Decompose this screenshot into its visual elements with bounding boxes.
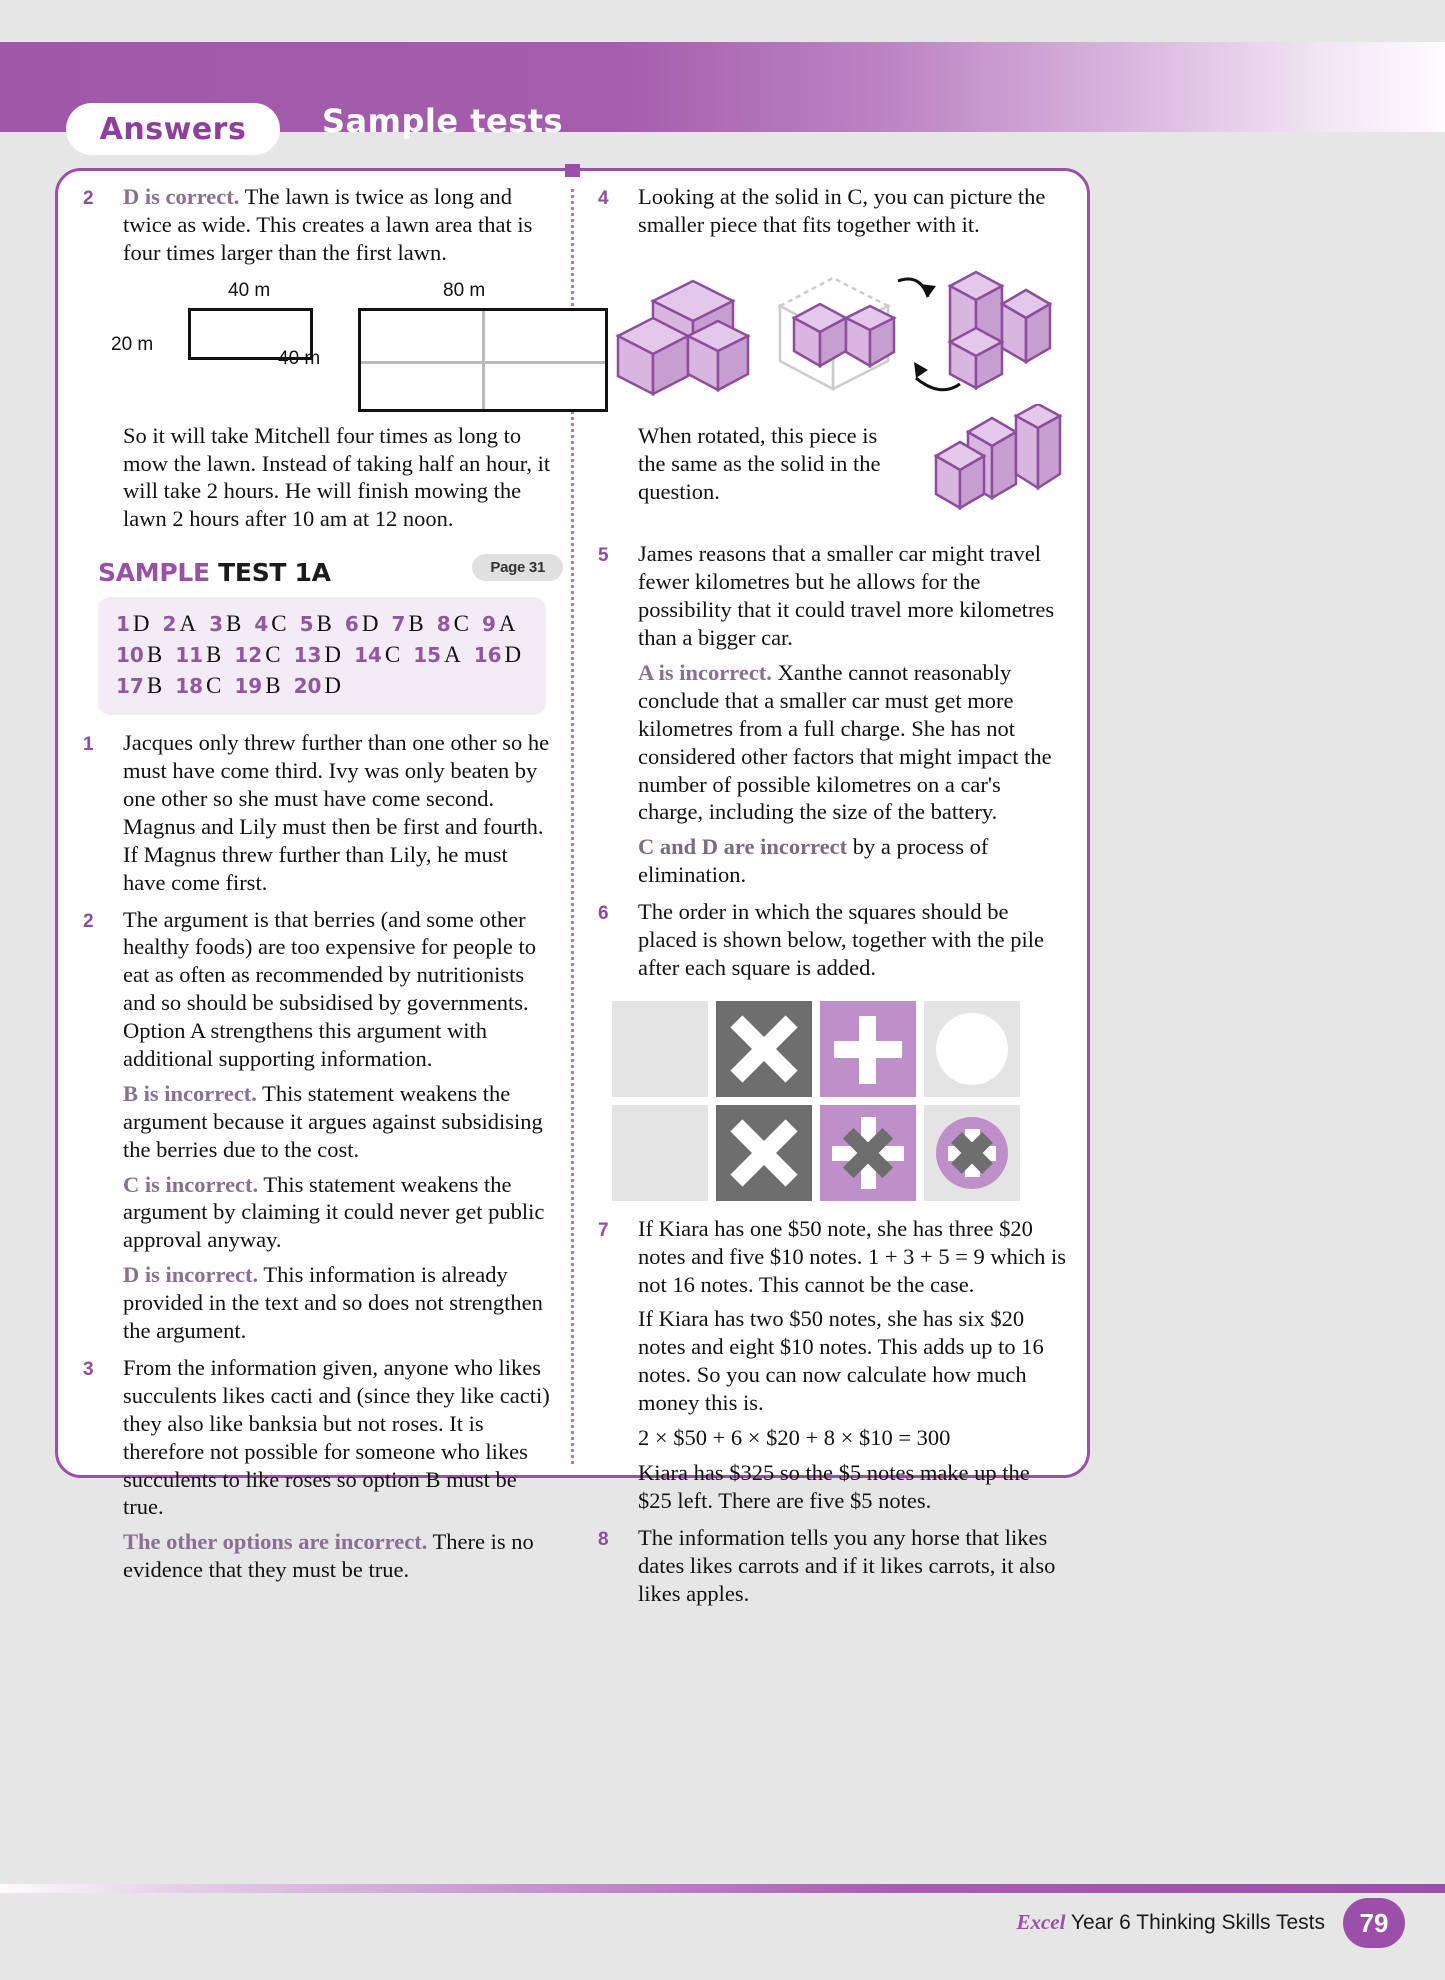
lawn-grid-vertical: [482, 311, 485, 409]
solid-piece-b: [780, 278, 936, 389]
answer-item-8: [598, 1524, 1068, 1615]
answer-key-answer-letter: D: [361, 611, 379, 637]
tile-row-top: [612, 1001, 1068, 1097]
answer-item-2: [83, 906, 553, 1352]
lawn-large-side-label: 40 m: [278, 347, 321, 369]
item-text: If Kiara has one $50 note, she has three $20 notes and five $10 notes. 1 + 3 + 5 = 9 which is not 16 notes. This cannot be the case.: [638, 1215, 1067, 1297]
circle-icon: [936, 1013, 1008, 1085]
sample-test-name: TEST 1A: [209, 558, 331, 588]
solid-shapes-figure: [598, 256, 1068, 416]
answer-key-answer-letter: A: [498, 611, 516, 637]
answer-key-answer-letter: B: [408, 611, 424, 637]
item-body-text: From the information given, anyone who likes succulents likes cacti and (since they like cacti) they also like banksia but not roses. It is therefore not possible for someone who likes succulents to like roses so option B must be true.: [123, 1354, 550, 1520]
item-number: 2: [83, 910, 94, 932]
answer-key-answer-letter: B: [146, 673, 163, 699]
answer-item-7: [598, 1215, 1068, 1522]
item-lead: B is incorrect.: [123, 1080, 257, 1106]
item-text: [638, 833, 1068, 889]
item-text: [123, 1528, 553, 1584]
tile-plus-purple: [820, 1001, 916, 1097]
answer-key-question-number: 14: [354, 643, 382, 668]
page-number-badge: 79: [1343, 1898, 1405, 1948]
tile-pile-3: [820, 1105, 916, 1201]
item-number: 5: [598, 545, 609, 567]
item-text: [123, 1171, 553, 1255]
item-number: 2: [83, 188, 94, 209]
solid-piece-a: [618, 281, 748, 394]
tile-pile-4: [924, 1105, 1020, 1201]
left-answer-items: [83, 729, 553, 1591]
tile-cross-dark: [716, 1001, 812, 1097]
item-body-text: This statement weakens the argument by claiming it could never get public approval anyway.: [123, 1171, 545, 1253]
item-body-text: Xanthe cannot reasonably conclude that a smaller car must get more kilometres from a full charge. She has not considered other factors that might impact the number of possible kilometres on a car's charge, including the size of the battery.: [638, 660, 1052, 825]
answer-key-question-number: 4: [254, 612, 269, 637]
item-text: [123, 1354, 553, 1521]
answer-item-5: [598, 540, 1068, 896]
content-card: [55, 168, 1090, 1606]
item-text: The order in which the squares should be placed is shown below, together with the pile after each square is added.: [638, 899, 1044, 980]
answer-key-answer-letter: A: [444, 642, 461, 668]
answer-key-answer-letter: C: [265, 642, 281, 668]
lawn-large-rect: [358, 308, 608, 412]
answer-key-question-number: 11: [175, 643, 204, 668]
answer-key-question-number: 13: [293, 643, 322, 668]
answer-key-answer-letter: B: [146, 642, 163, 668]
answer-key-question-number: 9: [481, 612, 496, 637]
item-body-text: This information is already provided in the text and so does not strengthen the argument.: [123, 1262, 543, 1344]
item-number-spacer: [83, 422, 123, 541]
item-text: [123, 183, 553, 267]
item-text: So it will take Mitchell four times as long to mow the lawn. Instead of taking half an hour, it will take 2 hours. He will finish mowing the lawn 2 hours after 10 am at 12 noon.: [123, 422, 551, 532]
item-body-text: The lawn is twice as long and twice as wide. This creates a lawn area that is four times larger than the first lawn.: [123, 184, 533, 265]
item-body-text: by a process of elimination.: [638, 834, 989, 888]
page-header-band: [0, 42, 1445, 147]
cross-icon: [716, 1105, 812, 1201]
lawn-small-top-label: 40 m: [228, 279, 271, 301]
sample-test-prefix: SAMPLE: [98, 558, 210, 588]
lawn-large-top-label: 80 m: [443, 279, 486, 301]
answer-item-3: [83, 1354, 553, 1591]
item-body-text: This statement weakens the argument because it argues against subsidising the berries due to the cost.: [123, 1080, 543, 1162]
left-column: [83, 183, 553, 1593]
item-lead: D is incorrect.: [123, 1262, 259, 1288]
item-text: James reasons that a smaller car might travel fewer kilometres but he allows for the possibility that it could travel more kilometres than a bigger car.: [638, 541, 1055, 651]
answer-key-question-number: 16: [473, 643, 502, 668]
item-number: 1: [83, 734, 94, 756]
footer-book-title: [1016, 1910, 1325, 1935]
answer-key-question-number: 8: [436, 612, 451, 637]
answer-key-question-number: 19: [234, 674, 263, 699]
item-text: [123, 729, 553, 896]
answer-item-1: [83, 729, 553, 903]
tile-pile-1: [612, 1105, 708, 1201]
answer-key-answer-letter: C: [384, 642, 401, 668]
item-lead: C and D are incorrect: [638, 834, 848, 860]
answer-key-question-number: 20: [293, 674, 322, 699]
item-lead: A is incorrect.: [638, 660, 772, 686]
answer-item-2-continued: [83, 422, 553, 541]
item-body-text: There is no evidence that they must be true.: [123, 1529, 534, 1583]
item-text: [123, 1261, 553, 1345]
item-number-spacer: [598, 422, 638, 513]
item-number: 4: [598, 188, 609, 209]
item-text: [123, 906, 553, 1073]
star-icon: [820, 1105, 916, 1201]
lawn-small-side-label: 20 m: [111, 333, 154, 355]
solid-piece-c: [914, 272, 1050, 390]
answer-item-4: [598, 183, 1068, 246]
page-footer: [0, 1884, 1445, 1980]
right-column: [598, 183, 1068, 1616]
answers-pill: [66, 103, 280, 155]
tile-circle-grey: [924, 1001, 1020, 1097]
item-text: If Kiara has two $50 notes, she has six $20 notes and eight $10 notes. This adds up to 16 notes. So you can now calculate how much money this is.: [638, 1306, 1044, 1416]
answer-key-answer-letter: B: [206, 642, 222, 668]
squares-sequence-figure: [612, 1001, 1068, 1201]
rotated-solid-svg: [916, 404, 1076, 524]
answer-key-answer-letter: C: [453, 611, 469, 637]
answer-key-answer-letter: D: [504, 642, 522, 668]
sample-test-heading: [98, 558, 553, 587]
item-text: Kiara has $325 so the $5 notes make up the $25 left. There are five $5 notes.: [638, 1459, 1030, 1513]
tile-pile-2: [716, 1105, 812, 1201]
tile-row-bottom: [612, 1105, 1068, 1201]
tile-blank-grey: [612, 1001, 708, 1097]
answer-key-answer-letter: B: [226, 611, 242, 637]
item-number: 8: [598, 1528, 609, 1550]
answer-key-row: [116, 642, 528, 668]
answer-key-question-number: 12: [234, 643, 263, 668]
answer-key-question-number: 10: [116, 643, 144, 668]
plus-icon: [820, 1001, 916, 1097]
page-title: Sample tests: [322, 102, 564, 140]
answer-key-answer-letter: C: [271, 611, 287, 637]
answer-key-row: [116, 673, 528, 699]
answer-key-answer-letter: D: [132, 611, 150, 637]
item-lead: D is correct.: [123, 184, 240, 209]
footer-title-rest: Year 6 Thinking Skills Tests: [1065, 1911, 1325, 1934]
item-body-text: The argument is that berries (and some other healthy foods) are too expensive for people to eat as often as recommended by nutritionists and so should be subsidised by governments. Option A strengthens this argument with additional supporting information.: [123, 906, 536, 1072]
answer-key-row: [116, 611, 528, 637]
answer-item-6: [598, 898, 1068, 989]
solids-svg: [598, 256, 1068, 416]
answer-key-question-number: 17: [116, 674, 144, 699]
item-lead: C is incorrect.: [123, 1171, 259, 1197]
answer-key-box: [98, 597, 546, 715]
answer-key-question-number: 3: [209, 612, 224, 637]
answer-key-question-number: 1: [116, 612, 130, 637]
answer-item-2-carryover: [83, 183, 553, 274]
answer-key-answer-letter: D: [324, 642, 342, 668]
cross-icon: [716, 1001, 812, 1097]
footer-brand: Excel: [1016, 1910, 1066, 1934]
answer-key-answer-letter: C: [206, 673, 222, 699]
item-equation: 2 × $50 + 6 × $20 + 8 × $10 = 300: [638, 1425, 951, 1451]
answer-key-question-number: 18: [175, 674, 204, 699]
answer-key-question-number: 7: [391, 612, 406, 637]
answers-pill-label: Answers: [99, 111, 247, 147]
answer-key-question-number: 6: [344, 612, 359, 637]
star-icon: [924, 1105, 1020, 1201]
page-reference-badge[interactable]: Page 31: [472, 554, 563, 581]
answer-key-question-number: 15: [413, 643, 442, 668]
item-text: Looking at the solid in C, you can picture the smaller piece that fits together with it.: [638, 184, 1046, 237]
card-notch: [565, 164, 580, 177]
answer-key-question-number: 2: [162, 612, 177, 637]
answer-key-answer-letter: A: [179, 611, 197, 637]
footer-rule: [0, 1884, 1445, 1893]
answer-key-answer-letter: D: [324, 673, 342, 699]
item-body-text: Jacques only threw further than one other so he must have come third. Ivy was only beaten by one other so she must have come second. Magnus and Lily must then be first and fourth. If Magnus threw further than Lily, he must have come first.: [123, 730, 550, 895]
item-text: The information tells you any horse that likes dates likes carrots and if it likes carrots, it also likes apples.: [638, 1524, 1056, 1606]
answer-key-answer-letter: B: [265, 673, 281, 699]
answer-key-answer-letter: B: [316, 611, 332, 637]
lawn-diagram: [83, 280, 553, 408]
item-lead: The other options are incorrect.: [123, 1529, 428, 1555]
item-number: 7: [598, 1219, 609, 1241]
item-number: 6: [598, 903, 609, 925]
item-text: [638, 659, 1068, 826]
item-text: [123, 1080, 553, 1164]
item-number: 3: [83, 1358, 94, 1380]
answer-key-question-number: 5: [299, 612, 314, 637]
solid-caption-block: [598, 422, 1068, 513]
solid-caption: When rotated, this piece is the same as the solid in the question.: [638, 422, 881, 504]
